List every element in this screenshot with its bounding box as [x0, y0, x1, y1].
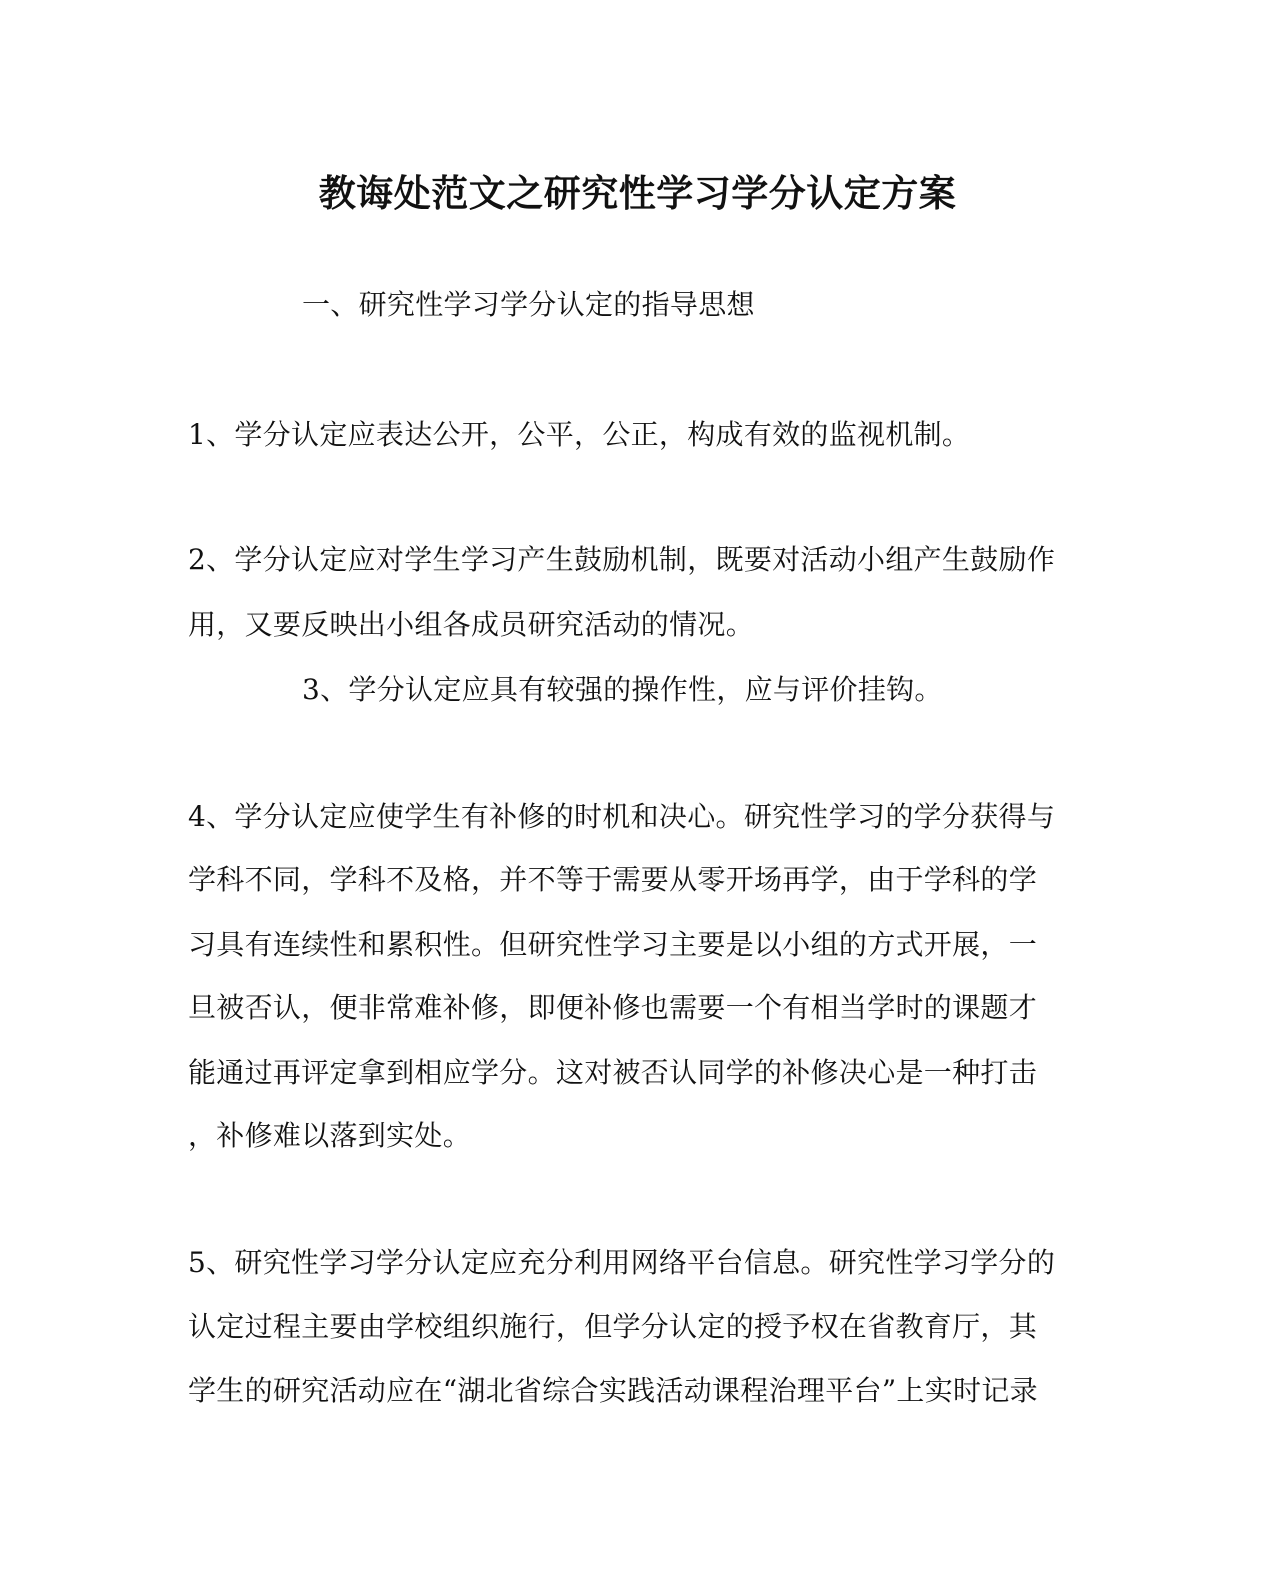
item-4-line-4: 旦被否认，便非常难补修，即便补修也需要一个有相当学时的课题才 [188, 991, 1038, 1024]
section-heading: 一、研究性学习学分认定的指导思想 [302, 288, 755, 321]
item-4-line-5: 能通过再评定拿到相应学分。这对被否认同学的补修决心是一种打击 [188, 1056, 1038, 1089]
item-2-line-1: 2、学分认定应对学生学习产生鼓励机制，既要对活动小组产生鼓励作 [188, 543, 1056, 576]
item-3-line-1: 3、学分认定应具有较强的操作性，应与评价挂钩。 [302, 673, 943, 706]
item-2-line-2: 用，又要反映出小组各成员研究活动的情况。 [188, 608, 755, 641]
item-4-line-1: 4、学分认定应使学生有补修的时机和决心。研究性学习的学分获得与 [188, 800, 1056, 833]
item-5-line-2: 认定过程主要由学校组织施行，但学分认定的授予权在省教育厅，其 [188, 1310, 1038, 1343]
item-4-line-2: 学科不同，学科不及格，并不等于需要从零开场再学，由于学科的学 [188, 863, 1038, 896]
item-5-line-1: 5、研究性学习学分认定应充分利用网络平台信息。研究性学习学分的 [188, 1246, 1056, 1279]
item-5-line-3: 学生的研究活动应在“湖北省综合实践活动课程治理平台”上实时记录 [188, 1374, 1038, 1407]
item-4-line-3: 习具有连续性和累积性。但研究性学习主要是以小组的方式开展，一 [188, 928, 1038, 961]
item-4-line-6: ，补修难以落到实处。 [188, 1119, 472, 1152]
item-1-line-1: 1、学分认定应表达公开，公平，公正，构成有效的监视机制。 [188, 418, 971, 451]
document-title: 教诲处范文之研究性学习学分认定方案 [318, 171, 957, 215]
